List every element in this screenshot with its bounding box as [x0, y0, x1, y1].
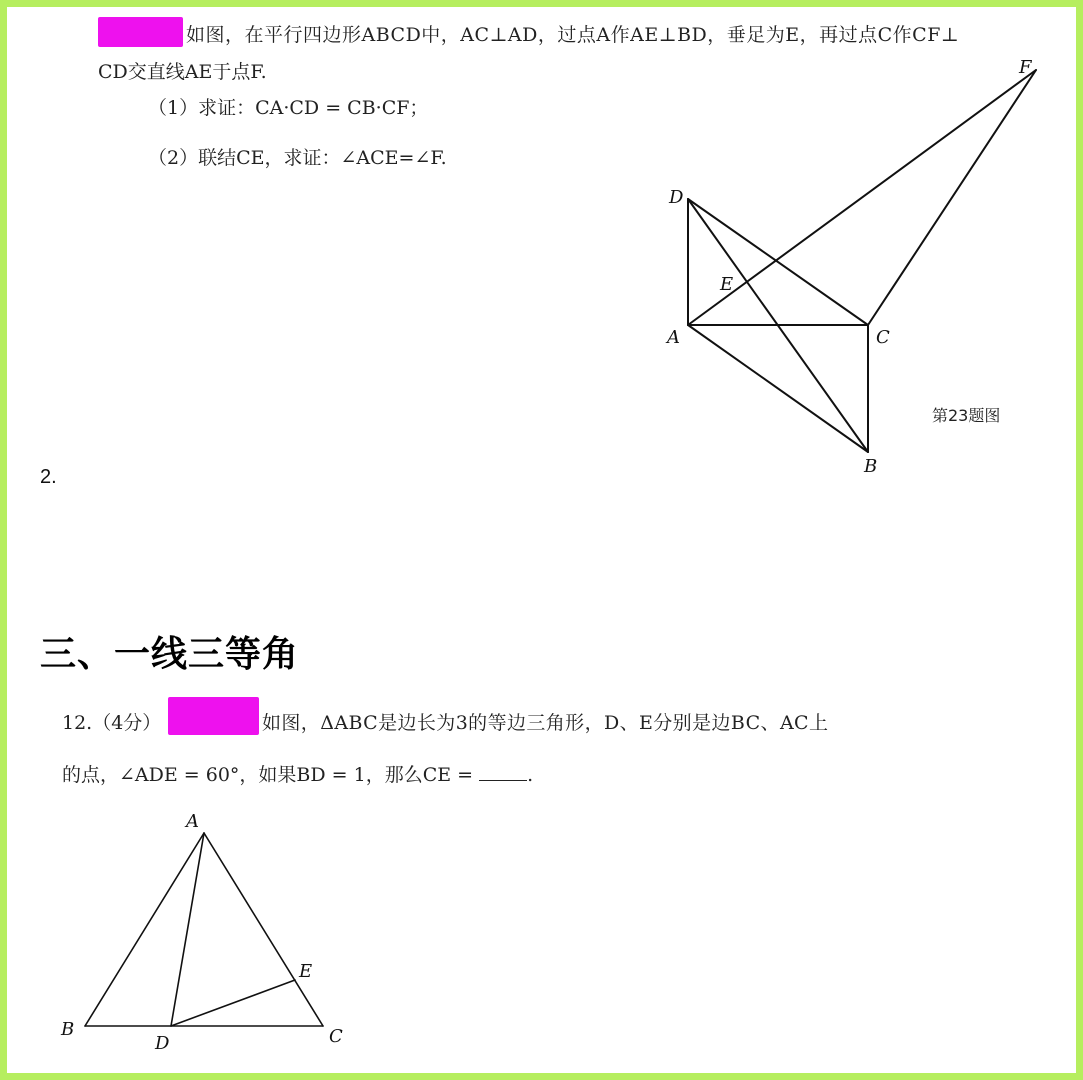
problem1-statement-line2: CD交直线AE于点F.: [98, 61, 267, 83]
segment-AC: [204, 833, 323, 1026]
segment-AD: [171, 833, 204, 1026]
problem2-statement-line1: 如图，ΔABC是边长为3的等边三角形，D、E分别是边BC、AC上: [262, 712, 829, 734]
label-A: A: [186, 811, 199, 832]
figure-caption: 第23题图: [932, 406, 1001, 425]
label-E: E: [720, 274, 734, 295]
problem2-number: 12.（4分）: [62, 712, 162, 734]
label-F: F: [1019, 57, 1032, 78]
problem1-statement-line1: 如图，在平行四边形ABCD中，AC⊥AD，过点A作AE⊥BD，垂足为E，再过点C作CF⊥: [186, 24, 960, 46]
segment-AB: [85, 833, 204, 1026]
problem1-question-1: （1）求证：CA·CD = CB·CF；: [148, 97, 429, 119]
label-C: C: [876, 327, 890, 348]
item-number: 2.: [40, 466, 57, 488]
problem2-line2-text: 的点，∠ADE = 60°，如果BD = 1，那么CE =: [62, 764, 480, 786]
problem2-line2-end: .: [527, 764, 534, 786]
label-B: B: [864, 456, 878, 477]
label-E: E: [299, 961, 313, 982]
label-D: D: [669, 187, 684, 208]
label-B: B: [61, 1019, 75, 1040]
section-title: 三、一线三等角: [40, 634, 300, 675]
problem1-question-2: （2）联结CE，求证：∠ACE=∠F.: [148, 147, 447, 169]
segment-DE: [171, 980, 295, 1026]
label-C: C: [329, 1026, 343, 1047]
label-A: A: [667, 327, 680, 348]
label-D: D: [155, 1033, 170, 1054]
